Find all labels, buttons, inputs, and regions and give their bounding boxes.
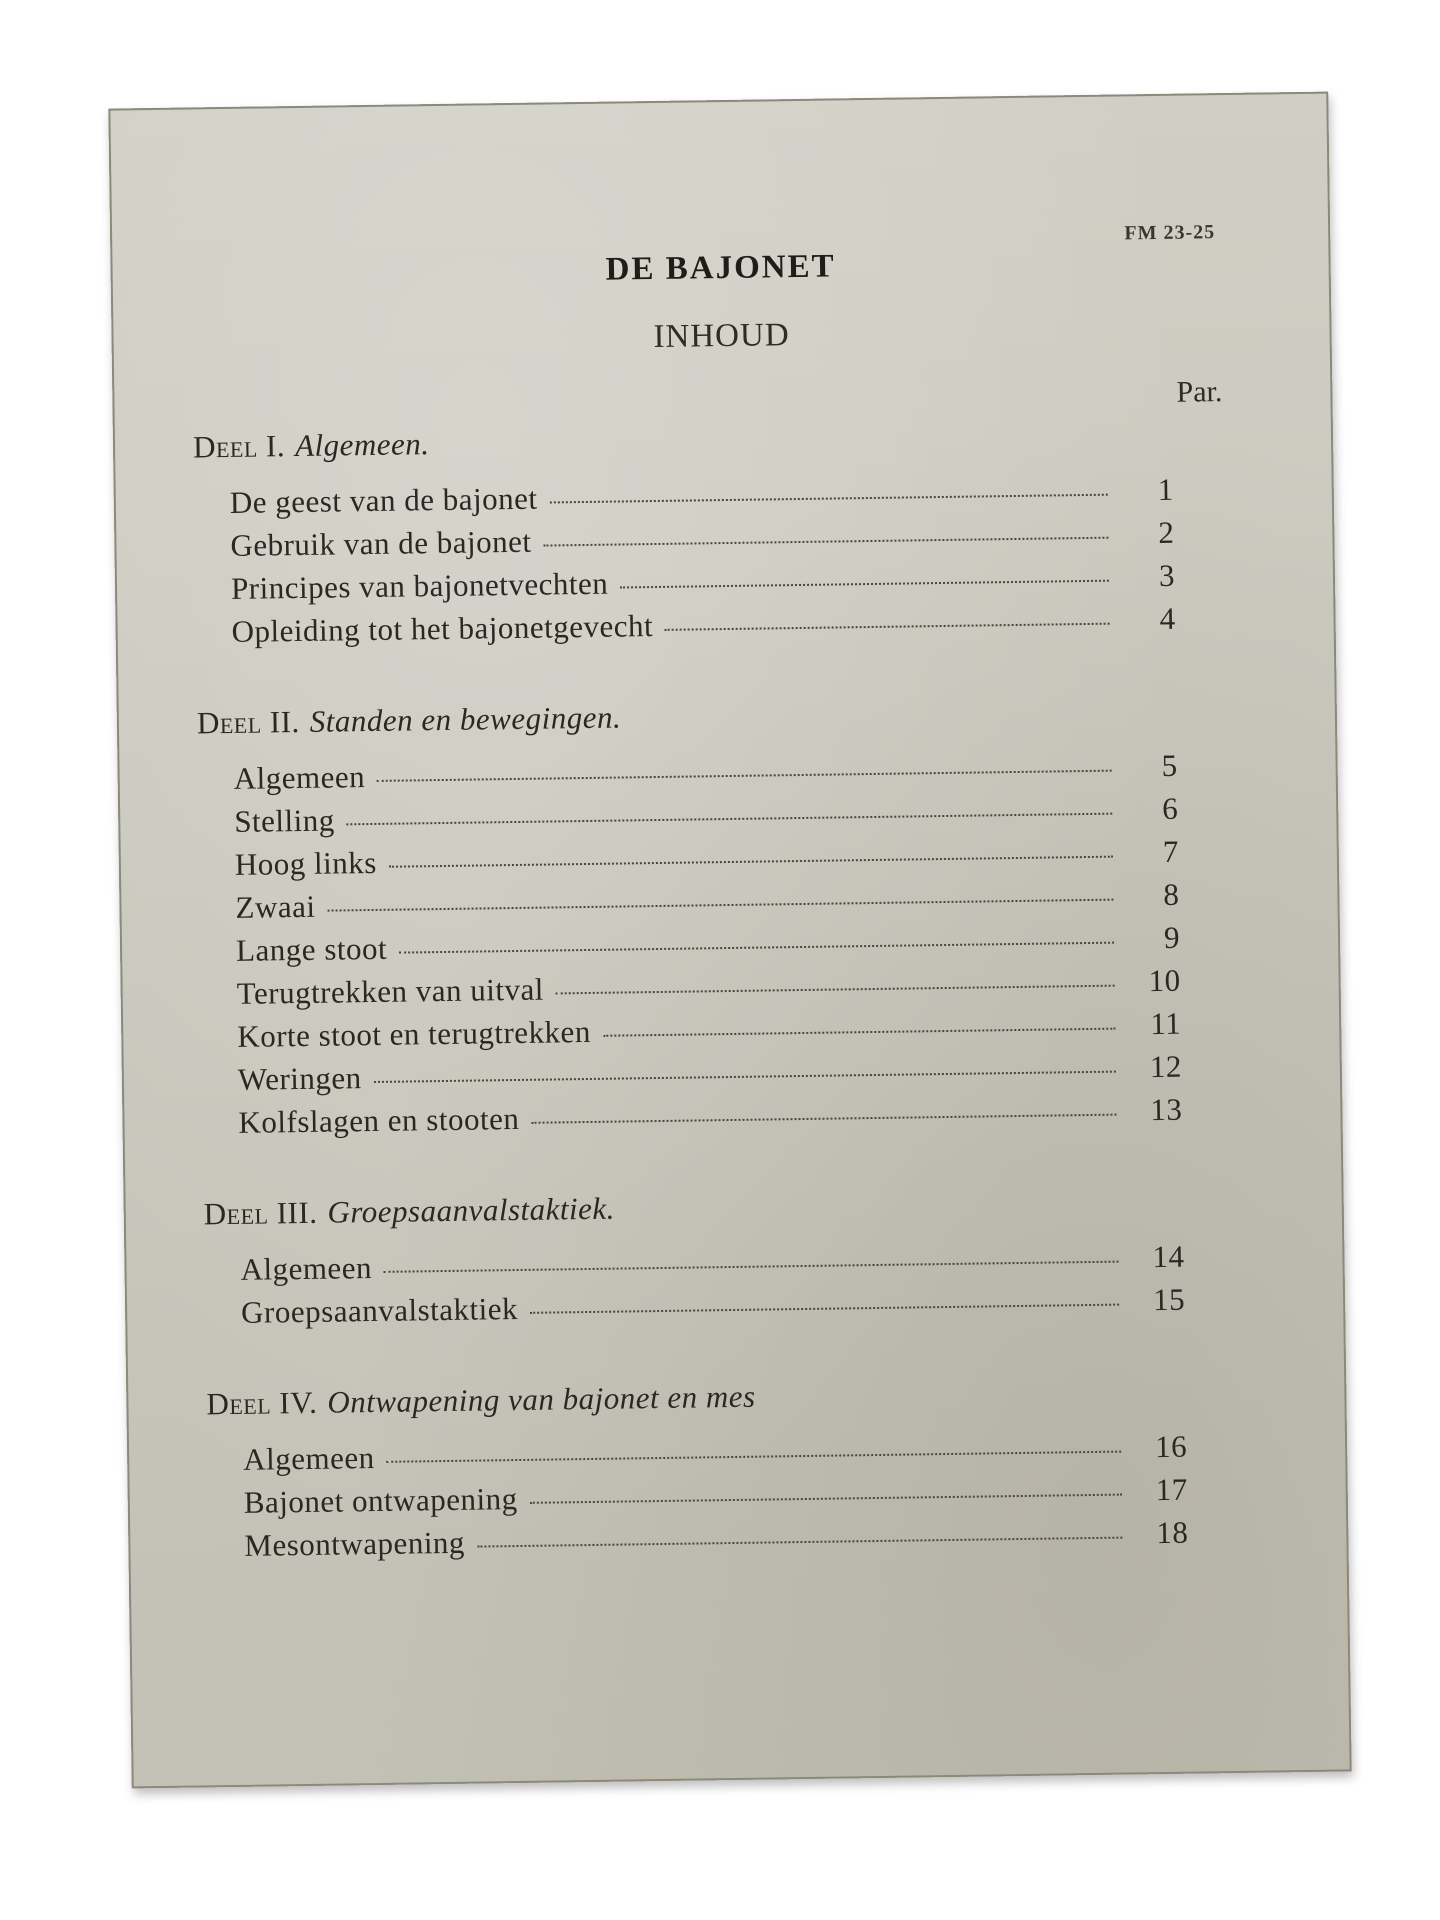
toc-entry-paragraph-number: 15 xyxy=(1152,1281,1186,1318)
dot-leader xyxy=(530,1494,1122,1504)
toc-entry-paragraph-number: 1 xyxy=(1157,471,1174,507)
section-heading xyxy=(193,416,1173,466)
dot-leader xyxy=(531,1114,1116,1124)
toc-entry-label: Lange stoot xyxy=(235,930,388,968)
toc-entry-paragraph-number: 17 xyxy=(1155,1471,1188,1508)
dot-leader xyxy=(603,1028,1115,1037)
toc-entry-paragraph-number: 11 xyxy=(1150,1005,1182,1042)
dot-leader xyxy=(556,985,1115,995)
par-column-label: Par. xyxy=(1176,375,1223,409)
section-entries xyxy=(243,1429,1189,1571)
section-heading xyxy=(204,1183,1184,1233)
dot-leader xyxy=(544,537,1109,547)
field-manual-code: FM 23-25 xyxy=(1124,221,1216,245)
toc-entry-paragraph-number: 8 xyxy=(1163,876,1180,912)
section-heading xyxy=(197,692,1177,742)
section-number: Deel IV. xyxy=(206,1384,318,1422)
toc-entry-paragraph-number: 6 xyxy=(1161,790,1179,826)
toc-entry-paragraph-number: 4 xyxy=(1159,600,1176,636)
section-number: Deel III. xyxy=(203,1194,318,1232)
toc-entry-label: Zwaai xyxy=(235,888,316,925)
toc-entry-paragraph-number: 12 xyxy=(1149,1048,1183,1085)
page-title: DE BAJONET xyxy=(605,248,836,288)
toc-entry-paragraph-number: 14 xyxy=(1152,1238,1185,1275)
toc-entry-label: Algemeen xyxy=(242,1440,375,1477)
toc-entry-label: Korte stoot en terugtrekken xyxy=(237,1013,592,1054)
dot-leader xyxy=(389,856,1113,868)
toc-entry-label: Hoog links xyxy=(234,844,378,882)
toc-entry-label: Groepsaanvalstaktiek xyxy=(240,1290,519,1330)
toc-entry-label: De geest van de bajonet xyxy=(229,480,538,520)
toc-entry-label: Opleiding tot het bajonetgevecht xyxy=(231,608,654,649)
toc-entry-paragraph-number: 3 xyxy=(1158,557,1176,593)
dot-leader xyxy=(384,1261,1119,1273)
toc-entry-label: Mesontwapening xyxy=(244,1524,466,1563)
section-name: Groepsaanvalstaktiek. xyxy=(327,1190,616,1230)
booklet-page xyxy=(108,92,1351,1789)
toc-entry-paragraph-number: 7 xyxy=(1162,833,1180,869)
dot-leader xyxy=(530,1304,1119,1314)
toc-entry-paragraph-number: 10 xyxy=(1148,962,1181,999)
toc-entry-label: Stelling xyxy=(234,802,335,839)
table-of-contents xyxy=(193,416,1190,1620)
toc-entry-label: Gebruik van de bajonet xyxy=(230,523,532,563)
toc-entry-label: Weringen xyxy=(237,1060,362,1097)
section-number: Deel I. xyxy=(192,428,286,465)
dot-leader xyxy=(620,580,1109,589)
page-subtitle: INHOUD xyxy=(653,317,790,356)
section-name: Ontwapening van bajonet en mes xyxy=(327,1378,756,1420)
dot-leader xyxy=(665,623,1110,631)
toc-entry-label: Kolfslagen en stooten xyxy=(238,1100,520,1140)
toc-entry-paragraph-number: 5 xyxy=(1161,747,1178,783)
toc-entry-paragraph-number: 18 xyxy=(1156,1514,1189,1551)
dot-leader xyxy=(328,899,1114,912)
dot-leader xyxy=(374,1071,1116,1083)
dot-leader xyxy=(549,494,1107,504)
toc-entry-label: Bajonet ontwapening xyxy=(243,1481,518,1520)
toc-entry-paragraph-number: 2 xyxy=(1158,514,1175,550)
section-entries xyxy=(240,1239,1185,1338)
toc-entry-label: Terugtrekken van uitval xyxy=(236,971,545,1011)
dot-leader xyxy=(377,770,1112,782)
toc-entry-paragraph-number: 9 xyxy=(1163,919,1181,955)
dot-leader xyxy=(387,1451,1122,1463)
dot-leader xyxy=(399,942,1114,954)
section-entries xyxy=(230,472,1176,657)
toc-entry-paragraph-number: 13 xyxy=(1150,1091,1183,1128)
section-entries xyxy=(233,748,1182,1148)
toc-entry-label: Algemeen xyxy=(233,759,366,796)
dot-leader xyxy=(347,813,1113,826)
section-name: Standen en bewegingen. xyxy=(309,699,622,739)
section-name: Algemeen. xyxy=(294,426,430,464)
dot-leader xyxy=(477,1537,1122,1548)
section-heading xyxy=(206,1373,1186,1423)
toc-entry-label: Principes van bajonetvechten xyxy=(230,565,609,606)
toc-entry-paragraph-number: 16 xyxy=(1154,1428,1188,1465)
section-number: Deel II. xyxy=(196,703,301,741)
toc-entry-label: Algemeen xyxy=(240,1250,373,1287)
